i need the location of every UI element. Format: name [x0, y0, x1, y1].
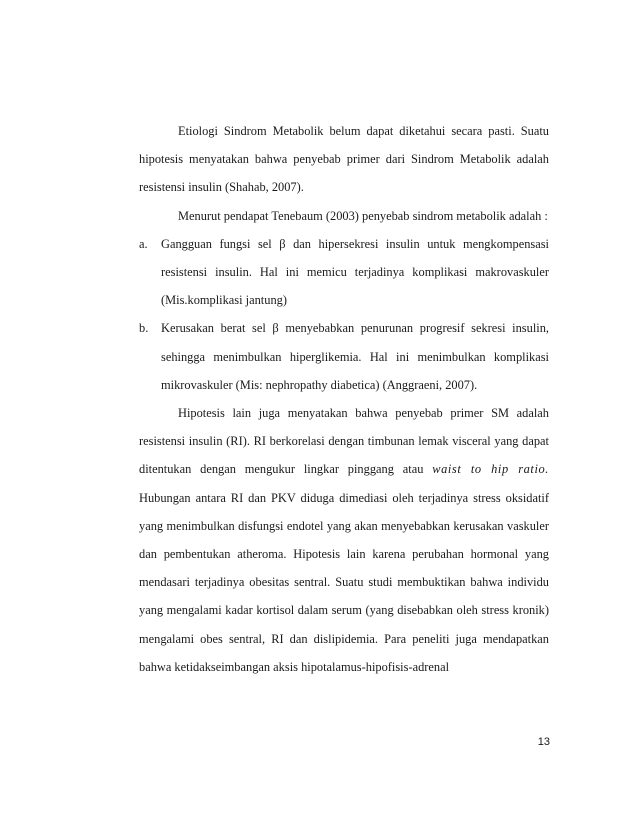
list-text-a: Gangguan fungsi sel β dan hipersekresi insulin untuk mengkompensasi resistensi insulin. Hal ini memicu terjadinya komplikasi makrovaskuler (Mis.komplikasi jantung): [161, 236, 549, 308]
list-item-b: [139, 314, 549, 399]
paragraph-tenebaum-intro: Menurut pendapat Tenebaum (2003) penyebab sindrom metabolik adalah :: [178, 208, 548, 223]
list-marker-b: b.: [139, 321, 149, 336]
list-text-b: Kerusakan berat sel β menyebabkan penurunan progresif sekresi insulin, sehingga menimbulkan hiperglikemia. Hal ini menimbulkan komplikasi mikrovaskuler (Mis: nephropathy diabetica) (Anggraeni, 2007).: [161, 321, 549, 392]
paragraph-hypothesis: [139, 399, 549, 681]
list-item-a: [139, 230, 549, 315]
list-marker-a: a.: [139, 236, 148, 251]
page-number: 13: [537, 736, 550, 748]
paragraph-etiology: Etiologi Sindrom Metabolik belum dapat diketahui secara pasti. Suatu hipotesis menyatakan bahwa penyebab primer dari Sindrom Metabolik adalah resistensi insulin (Shahab, 2007).: [139, 124, 549, 195]
hypothesis-text-end: Hubungan antara RI dan PKV diduga dimediasi oleh terjadinya stress oksidatif yang menimbulkan disfungsi endotel yang akan menyebabkan kerusakan vaskuler dan pembentukan atheroma. Hipotesis lain karena perubahan hormonal yang mendasari terjadinya obesitas sentral. Suatu studi membuktikan bahwa individu yang mengalami kadar kortisol dalam serum (yang disebabkan oleh stress kronik) mengalami obes sentral, RI dan dislipidemia. Para peneliti juga mendapatkan bahwa ketidakseimbangan aksis hipotalamus-hipofisis-adrenal: [139, 490, 549, 674]
body-text: [139, 117, 549, 681]
waist-to-hip-ratio-term: waist to hip ratio.: [432, 462, 549, 477]
hypothesis-text-start: Hipotesis lain juga menyatakan bahwa penyebab primer SM adalah resistensi insulin (RI). RI berkorelasi dengan timbunan lemak visceral yang dapat ditentukan dengan mengukur lingkar pinggang atau: [139, 406, 549, 477]
